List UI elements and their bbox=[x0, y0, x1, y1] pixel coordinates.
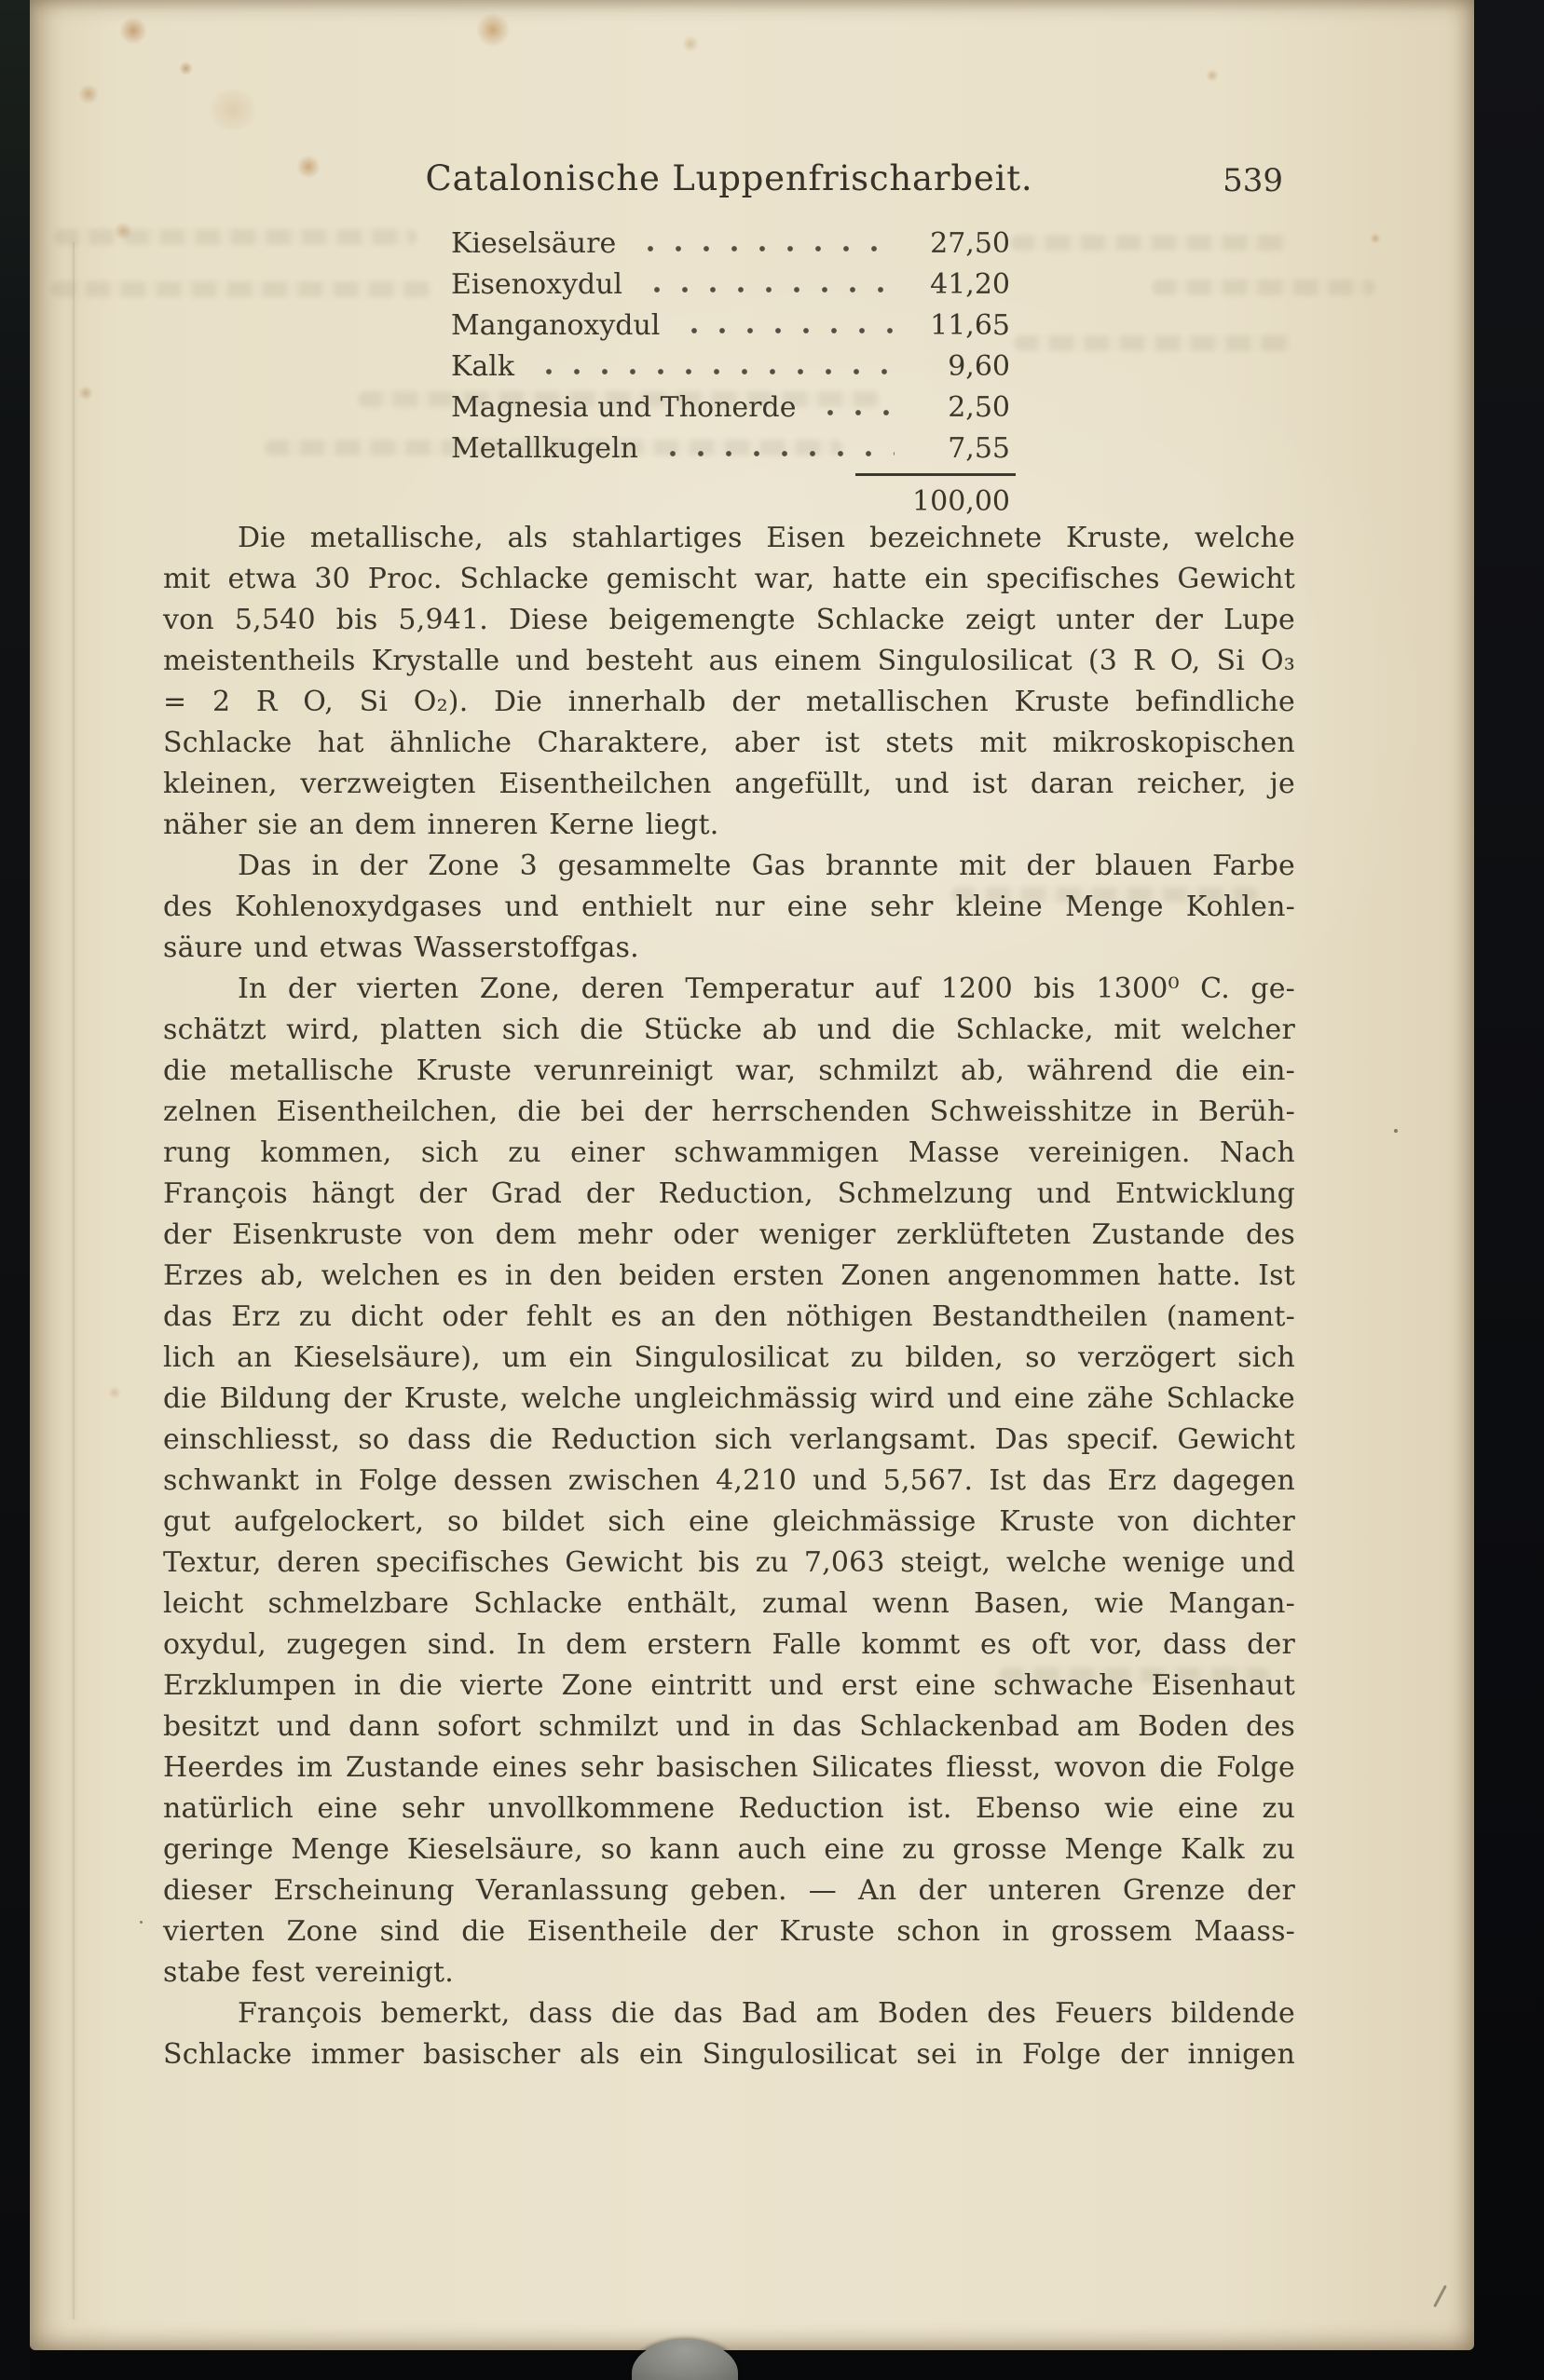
text-line: Schlacke immer basischer als ein Singulosilicat sei in Folge der innigen bbox=[163, 2038, 1295, 2071]
table-row bbox=[451, 428, 1010, 469]
dot-leader bbox=[635, 224, 895, 265]
text-line: kleinen, verzweigten Eisentheilchen angefüllt, und ist daran reicher, je bbox=[163, 768, 1295, 800]
total-rule bbox=[855, 473, 1016, 476]
paragraph bbox=[163, 969, 1295, 1993]
table-row-value: 11,65 bbox=[930, 309, 1010, 342]
dot-leader bbox=[657, 428, 895, 469]
bleed-through-artifact bbox=[50, 281, 432, 297]
foxing-spot bbox=[78, 386, 93, 401]
dot-leader bbox=[814, 388, 895, 428]
bleed-through-artifact bbox=[54, 229, 417, 245]
foxing-spot bbox=[1370, 233, 1381, 244]
foxing-spot bbox=[475, 13, 511, 47]
pen-mark bbox=[1433, 2285, 1447, 2307]
scan-frame-left-edge bbox=[0, 0, 30, 2380]
foxing-spot bbox=[119, 17, 147, 45]
text-line: Die metallische, als stahlartiges Eisen bezeichnete Kruste, welche bbox=[238, 522, 1295, 554]
text-line: In der vierten Zone, deren Temperatur auf 1200 bis 1300⁰ C. ge- bbox=[238, 972, 1295, 1005]
text-line: leicht schmelzbare Schlacke enthält, zumal wenn Basen, wie Mangan- bbox=[163, 1587, 1295, 1620]
page-number: 539 bbox=[1223, 162, 1283, 199]
paragraph bbox=[163, 1993, 1295, 2075]
text-line: François bemerkt, dass die das Bad am Boden des Feuers bildende bbox=[238, 1997, 1295, 2030]
text-line: Schlacke hat ähnliche Charaktere, aber ist stets mit mikroskopischen bbox=[163, 727, 1295, 759]
text-line: lich an Kieselsäure), um ein Singulosilicat zu bilden, so verzögert sich bbox=[163, 1341, 1295, 1374]
paragraph bbox=[163, 846, 1295, 969]
text-line: einschliesst, so dass die Reduction sich verlangsamt. Das specif. Gewicht bbox=[163, 1423, 1295, 1456]
composition-table bbox=[451, 224, 1010, 523]
text-line: von 5,540 bis 5,941. Diese beigemengte Schlacke zeigt unter der Lupe bbox=[163, 604, 1295, 636]
text-line: mit etwa 30 Proc. Schlacke gemischt war, hatte ein specifisches Gewicht bbox=[163, 563, 1295, 595]
text-line: des Kohlenoxydgases und enthielt nur eine sehr kleine Menge Kohlen- bbox=[163, 891, 1295, 923]
text-line: vierten Zone sind die Eisentheile der Kruste schon in grossem Maass- bbox=[163, 1915, 1295, 1948]
table-row-value: 9,60 bbox=[948, 350, 1010, 383]
foxing-spot bbox=[682, 35, 699, 52]
foxing-spot bbox=[179, 61, 193, 75]
table-row bbox=[451, 347, 1010, 388]
bleed-through-artifact bbox=[1152, 279, 1375, 295]
text-line: geringe Menge Kieselsäure, so kann auch eine zu grosse Menge Kalk zu bbox=[163, 1833, 1295, 1866]
foxing-spot bbox=[1206, 69, 1219, 82]
composition-table-rows bbox=[451, 224, 1010, 469]
text-line: der Eisenkruste von dem mehr oder weniger zerklüfteten Zustande des bbox=[163, 1218, 1295, 1251]
text-line: gut aufgelockert, so bildet sich eine gleichmässige Kruste von dichter bbox=[163, 1505, 1295, 1538]
ink-speck bbox=[140, 1921, 143, 1924]
text-line: natürlich eine sehr unvollkommene Reduction ist. Ebenso wie eine zu bbox=[163, 1792, 1295, 1825]
table-row-label: Kalk bbox=[451, 350, 515, 383]
text-line: dieser Erscheinung Veranlassung geben. — An der unteren Grenze der bbox=[163, 1874, 1295, 1907]
table-row-label: Kieselsäure bbox=[451, 227, 617, 260]
dot-leader bbox=[678, 306, 895, 347]
body-text bbox=[163, 518, 1295, 2075]
text-line: Heerdes im Zustande eines sehr basischen Silicates fliesst, wovon die Folge bbox=[163, 1751, 1295, 1784]
table-row-value: 27,50 bbox=[930, 227, 1010, 260]
text-line: säure und etwas Wasserstoffgas. bbox=[163, 932, 639, 964]
text-line: stabe fest vereinigt. bbox=[163, 1956, 454, 1989]
book-page-paper bbox=[30, 0, 1474, 2350]
text-line: rung kommen, sich zu einer schwammigen Masse vereinigen. Nach bbox=[163, 1136, 1295, 1169]
table-total-value: 100,00 bbox=[912, 485, 1010, 518]
table-row-value: 7,55 bbox=[948, 432, 1010, 465]
text-line: die metallische Kruste verunreinigt war, schmilzt ab, während die ein- bbox=[163, 1054, 1295, 1087]
foxing-spot bbox=[78, 84, 99, 104]
table-row-value: 2,50 bbox=[948, 391, 1010, 424]
table-row bbox=[451, 265, 1010, 306]
paragraph bbox=[163, 518, 1295, 846]
text-line: schwankt in Folge dessen zwischen 4,210 und 5,567. Ist das Erz dagegen bbox=[163, 1464, 1295, 1497]
text-line: = 2 R O, Si O₂). Die innerhalb der metallischen Kruste befindliche bbox=[163, 686, 1295, 718]
running-head-title: Catalonische Luppenfrischarbeit. bbox=[425, 158, 1033, 198]
table-row bbox=[451, 388, 1010, 428]
text-line: zelnen Eisentheilchen, die bei der herrschenden Schweisshitze in Berüh- bbox=[163, 1095, 1295, 1128]
bleed-through-artifact bbox=[1014, 335, 1293, 351]
foxing-spot bbox=[108, 1386, 121, 1399]
bleed-through-artifact bbox=[1010, 235, 1290, 251]
text-line: oxydul, zugegen sind. In dem erstern Falle kommt es oft vor, dass der bbox=[163, 1628, 1295, 1661]
text-line: Das in der Zone 3 gesammelte Gas brannte mit der blauen Farbe bbox=[238, 850, 1295, 882]
page-crease-line bbox=[73, 242, 75, 2319]
text-line: François hängt der Grad der Reduction, Schmelzung und Entwicklung bbox=[163, 1177, 1295, 1210]
text-line: Erzklumpen in die vierte Zone eintritt und erst eine schwache Eisenhaut bbox=[163, 1669, 1295, 1702]
dot-leader bbox=[533, 347, 895, 388]
text-line: Erzes ab, welchen es in den beiden ersten Zonen angenommen hatte. Ist bbox=[163, 1259, 1295, 1292]
text-line: Textur, deren specifisches Gewicht bis zu 7,063 steigt, welche wenige und bbox=[163, 1546, 1295, 1579]
table-row-label: Manganoxydul bbox=[451, 309, 661, 342]
text-line: das Erz zu dicht oder fehlt es an den nöthigen Bestandtheilen (nament- bbox=[163, 1300, 1295, 1333]
table-row bbox=[451, 306, 1010, 347]
table-row-label: Magnesia und Thonerde bbox=[451, 391, 797, 424]
text-line: meistentheils Krystalle und besteht aus einem Singulosilicat (3 R O, Si O₃ bbox=[163, 645, 1295, 677]
ink-speck bbox=[1394, 1129, 1398, 1133]
text-line: die Bildung der Kruste, welche ungleichmässig wird und eine zähe Schlacke bbox=[163, 1382, 1295, 1415]
text-line: schätzt wird, platten sich die Stücke ab und die Schlacke, mit welcher bbox=[163, 1013, 1295, 1046]
dot-leader bbox=[641, 265, 895, 306]
table-row-label: Eisenoxydul bbox=[451, 268, 623, 301]
text-line: besitzt und dann sofort schmilzt und in das Schlackenbad am Boden des bbox=[163, 1710, 1295, 1743]
foxing-spot bbox=[205, 89, 261, 130]
table-row bbox=[451, 224, 1010, 265]
table-row-value: 41,20 bbox=[930, 268, 1010, 301]
table-row-label: Metallkugeln bbox=[451, 432, 638, 465]
text-line: näher sie an dem inneren Kerne liegt. bbox=[163, 809, 719, 841]
